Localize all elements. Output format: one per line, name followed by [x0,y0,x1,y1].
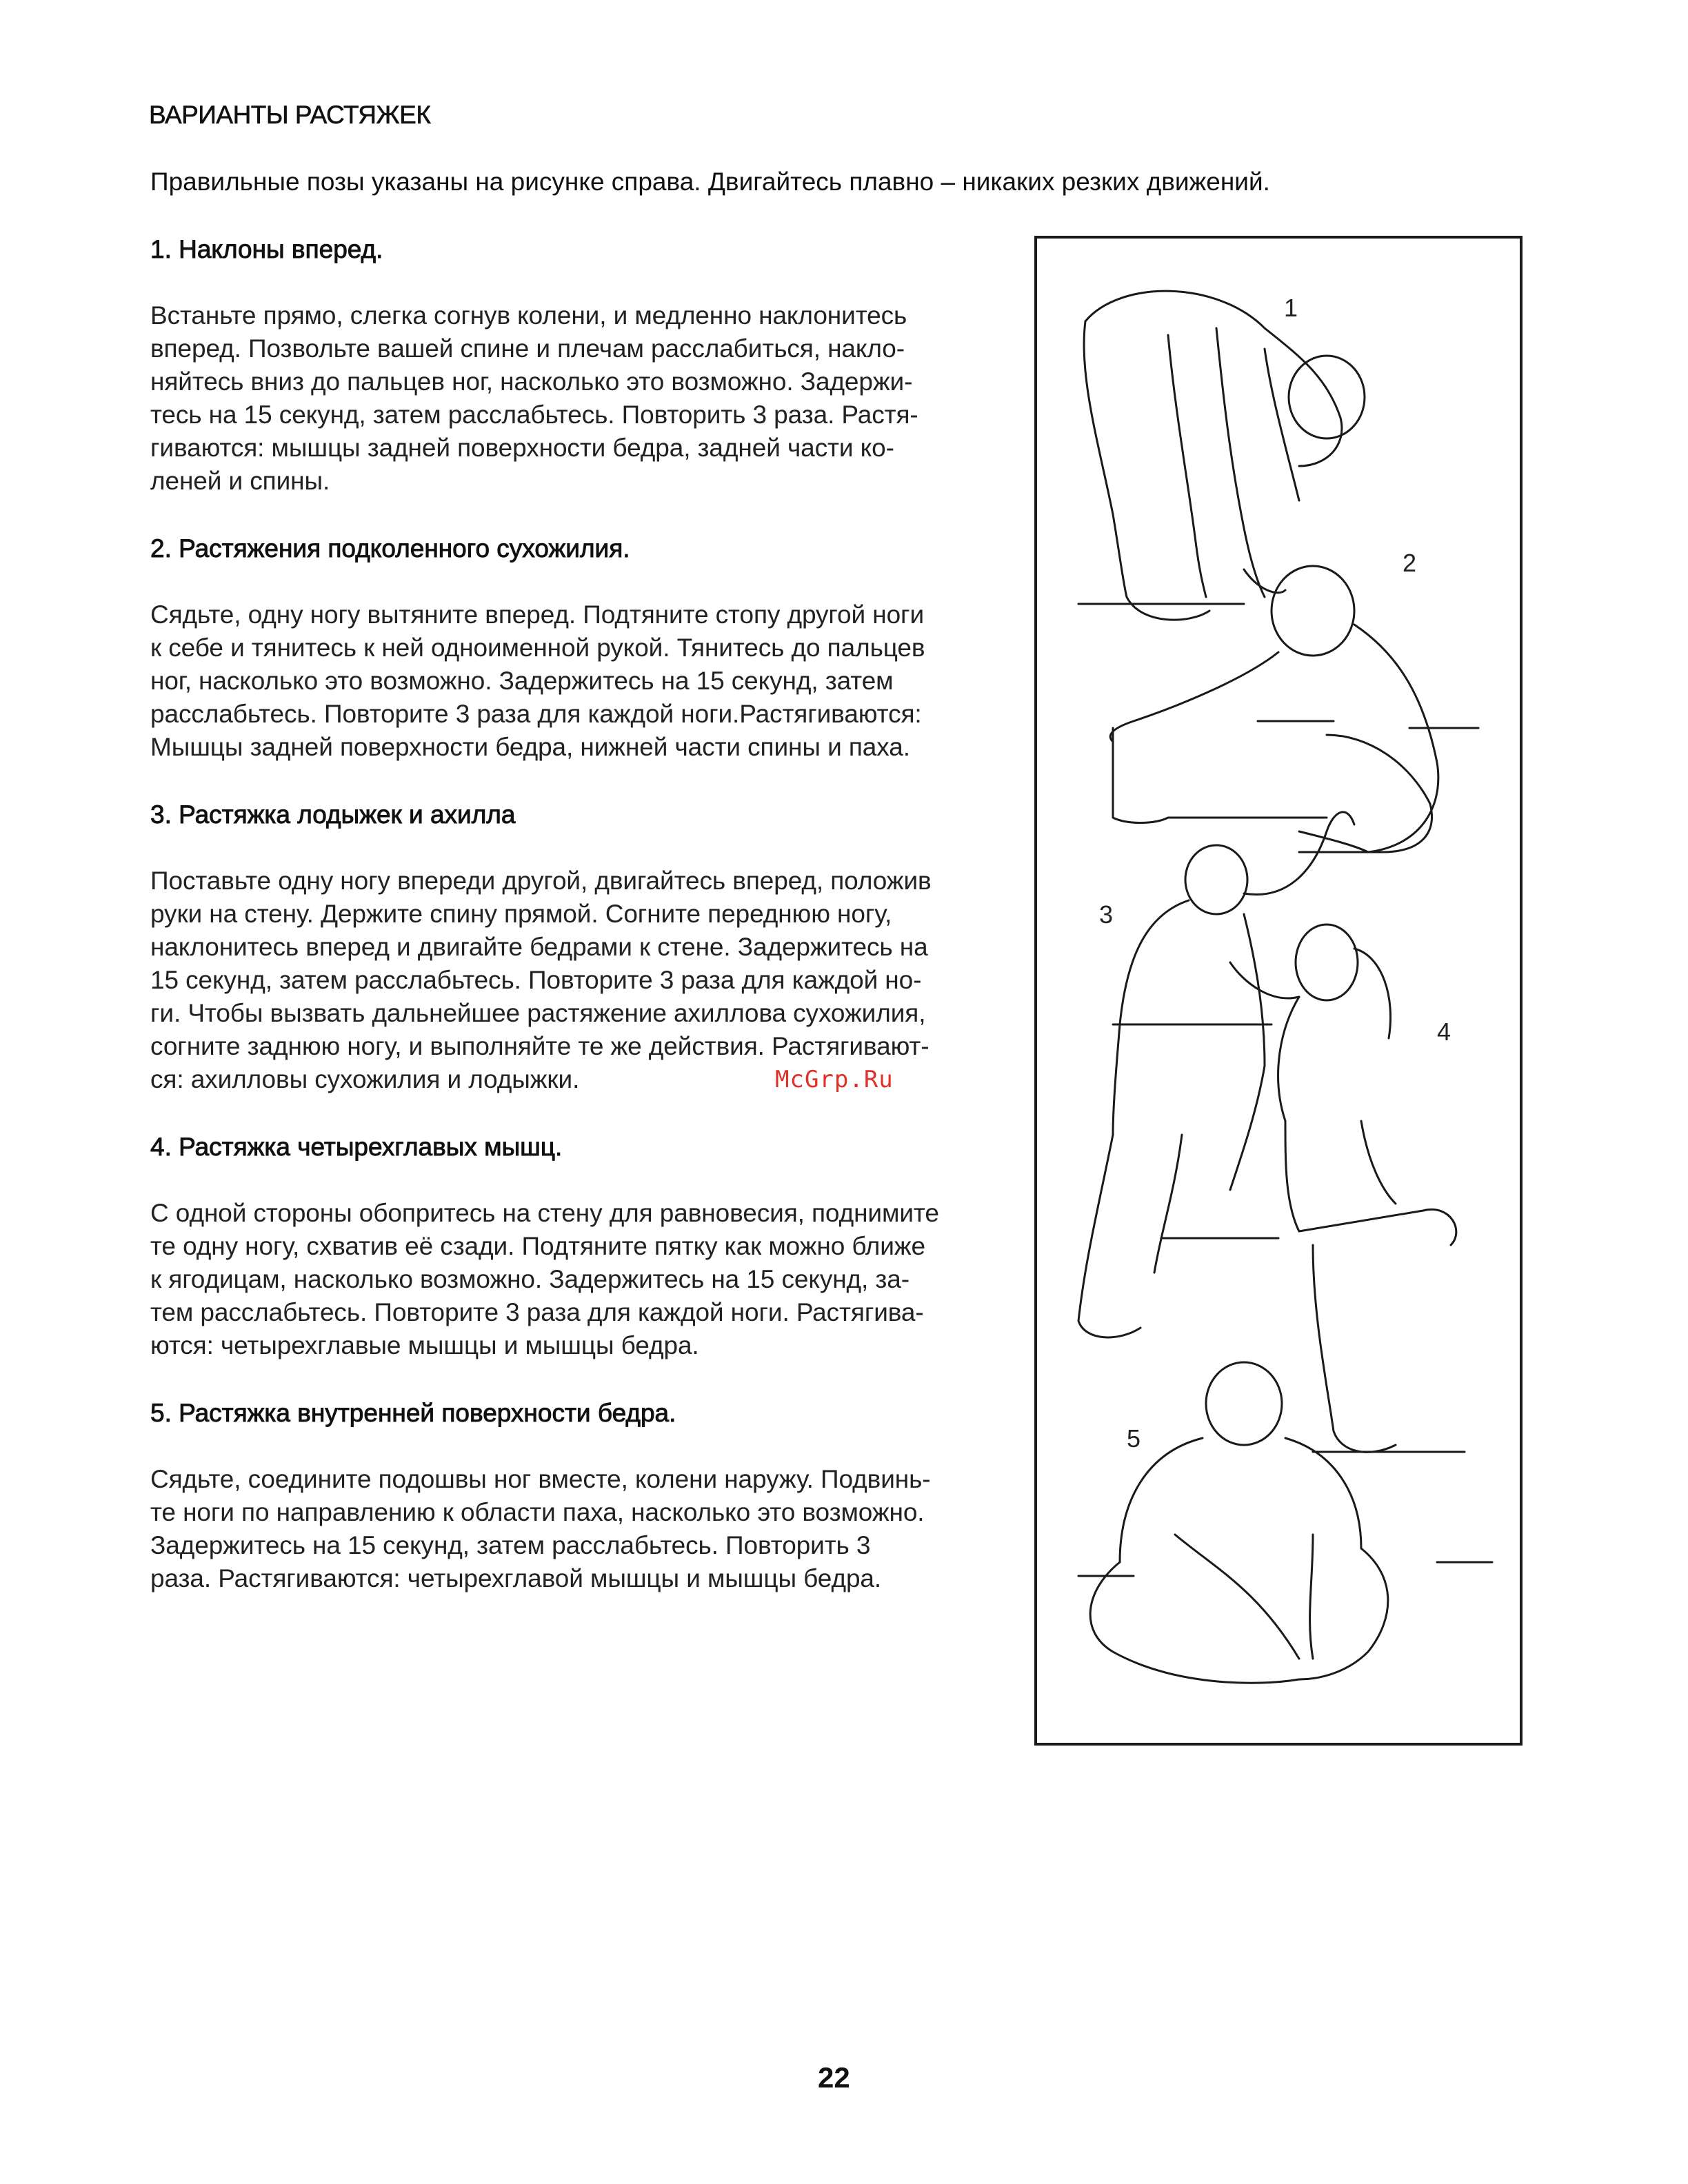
section-body [150,299,998,498]
text-line: Мышцы задней поверхности бедра, нижней части спины и паха. [150,733,910,761]
section-heading: 4. Растяжка четырехглавых мышц. [150,1133,563,1161]
text-line: Поставьте одну ногу впереди другой, двигайтесь вперед, положив [150,867,932,895]
figure-4-quad-stretch [1230,924,1465,1452]
section-body [150,598,998,764]
section-heading: 2. Растяжения подколенного сухожилия. [150,534,630,563]
section-body [150,865,998,1096]
text-line: ются: четырехглавые мышцы и мышцы бедра. [150,1331,699,1359]
text-line: С одной стороны обопритесь на стену для равновесия, поднимите [150,1199,939,1227]
section-inner-thigh-stretch [150,1397,998,1595]
figure-5-butterfly-stretch [1078,1362,1492,1683]
text-line: тесь на 15 секунд, затем расслабьтесь. Повторить 3 раза. Растя- [150,401,918,429]
page-number: 22 [818,2061,850,2094]
text-line: леней и спины. [150,467,330,495]
text-line: Задержитесь на 15 секунд, затем расслабьтесь. Повторить 3 [150,1531,871,1559]
figure-label-4: 4 [1437,1018,1451,1046]
stretch-illustration-frame [1034,236,1523,1746]
text-line: к ягодицам, насколько возможно. Задержитесь на 15 секунд, за- [150,1265,910,1293]
page-title: ВАРИАНТЫ РАСТЯЖЕК [149,101,431,129]
figure-1-forward-bend [1078,291,1365,620]
figure-label-3: 3 [1099,900,1114,929]
intro-text: Правильные позы указаны на рисунке справа. Двигайтесь плавно – никаких резких движений. [150,168,1270,196]
text-line: расслабьтесь. Повторите 3 раза для каждой ноги.Растягиваются: [150,700,922,728]
text-line: няйтесь вниз до пальцев ног, насколько это возможно. Задержи- [150,367,913,396]
section-calf-achilles-stretch [150,798,998,1096]
text-line: к себе и тянитесь к ней одноименной рукой. Тянитесь до пальцев [150,634,925,662]
text-line: ног, насколько это возможно. Задержитесь на 15 секунд, затем [150,667,894,695]
section-heading: 3. Растяжка лодыжек и ахилла [150,800,516,829]
text-line: гиваются: мышцы задней поверхности бедра, задней части ко- [150,434,894,462]
section-forward-bends [150,233,998,498]
text-line: согните заднюю ногу, и выполняйте те же действия. Растягивают- [150,1032,930,1060]
text-line: вперед. Позвольте вашей спине и плечам расслабиться, накло- [150,334,905,363]
text-line: тем расслабьтесь. Повторите 3 раза для каждой ноги. Растягива- [150,1298,924,1326]
text-line: Встаньте прямо, слегка согнув колени, и медленно наклонитесь [150,301,907,330]
text-line: раза. Растягиваются: четырехглавой мышцы и мышцы бедра. [150,1564,882,1593]
text-line: Сядьте, одну ногу вытяните вперед. Подтяните стопу другой ноги [150,600,925,629]
text-line: ся: ахилловы сухожилия и лодыжки. [150,1065,580,1093]
figure-label-2: 2 [1403,549,1417,577]
text-line: Сядьте, соедините подошвы ног вместе, колени наружу. Подвинь- [150,1465,931,1493]
text-line: ги. Чтобы вызвать дальнейшее растяжение ахиллова сухожилия, [150,999,926,1027]
stretch-illustrations [1037,239,1520,1743]
figure-label-1: 1 [1284,294,1298,322]
section-heading: 5. Растяжка внутренней поверхности бедра. [150,1399,676,1427]
stretch-sections [150,233,998,1630]
text-line: руки на стену. Держите спину прямой. Согните переднюю ногу, [150,900,892,928]
section-body [150,1197,998,1362]
section-body [150,1463,998,1595]
section-quadriceps-stretch [150,1131,998,1362]
text-line: наклонитесь вперед и двигайте бедрами к стене. Задержитесь на [150,933,928,961]
text-line: те ноги по направлению к области паха, насколько это возможно. [150,1498,925,1526]
section-hamstring-stretch [150,532,998,764]
figure-2-hamstring-stretch [1110,566,1478,852]
figure-label-5: 5 [1127,1424,1141,1453]
section-heading: 1. Наклоны вперед. [150,235,383,263]
text-line: те одну ногу, схватив её сзади. Подтяните пятку как можно ближе [150,1232,925,1260]
watermark: McGrp.Ru [775,1066,894,1093]
text-line: 15 секунд, затем расслабьтесь. Повторите 3 раза для каждой но- [150,966,922,994]
